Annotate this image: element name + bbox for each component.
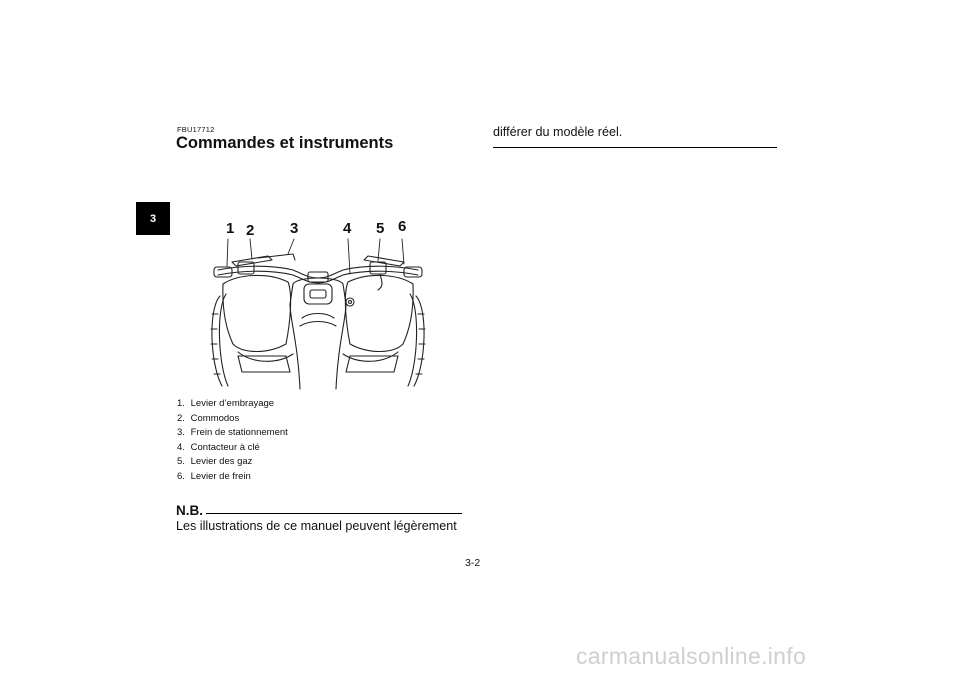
callout-5: 5 [376, 220, 385, 237]
section-title: Commandes et instruments [176, 134, 394, 152]
legend-item: 5. Levier des gaz [177, 456, 253, 468]
legend-item: 2. Commodos [177, 412, 240, 424]
note-end-rule [493, 147, 777, 148]
callout-3: 3 [290, 220, 299, 237]
legend-item: 6. Levier de frein [177, 470, 251, 482]
watermark: carmanualsonline.info [576, 643, 807, 669]
note-heading: N.B. [176, 503, 203, 518]
figure-legend [177, 397, 288, 485]
legend-item: 1. Levier d’embrayage [177, 398, 275, 409]
chapter-tab: 3 [136, 202, 170, 235]
page-number: 3-2 [465, 557, 481, 569]
callout-4: 4 [343, 220, 352, 237]
legend-item: 4. Contacteur à clé [177, 441, 260, 453]
legend-item: 3. Frein de stationnement [177, 427, 288, 439]
callout-1: 1 [226, 220, 235, 237]
section-code: FBU17712 [177, 125, 215, 134]
note-text-part2: différer du modèle réel. [493, 125, 623, 139]
atv-controls-illustration [198, 214, 438, 392]
callout-2: 2 [246, 222, 255, 239]
note-heading-rule [206, 513, 462, 514]
callout-6: 6 [398, 218, 407, 235]
note-text-part1: Les illustrations de ce manuel peuvent légèrement [176, 519, 457, 533]
